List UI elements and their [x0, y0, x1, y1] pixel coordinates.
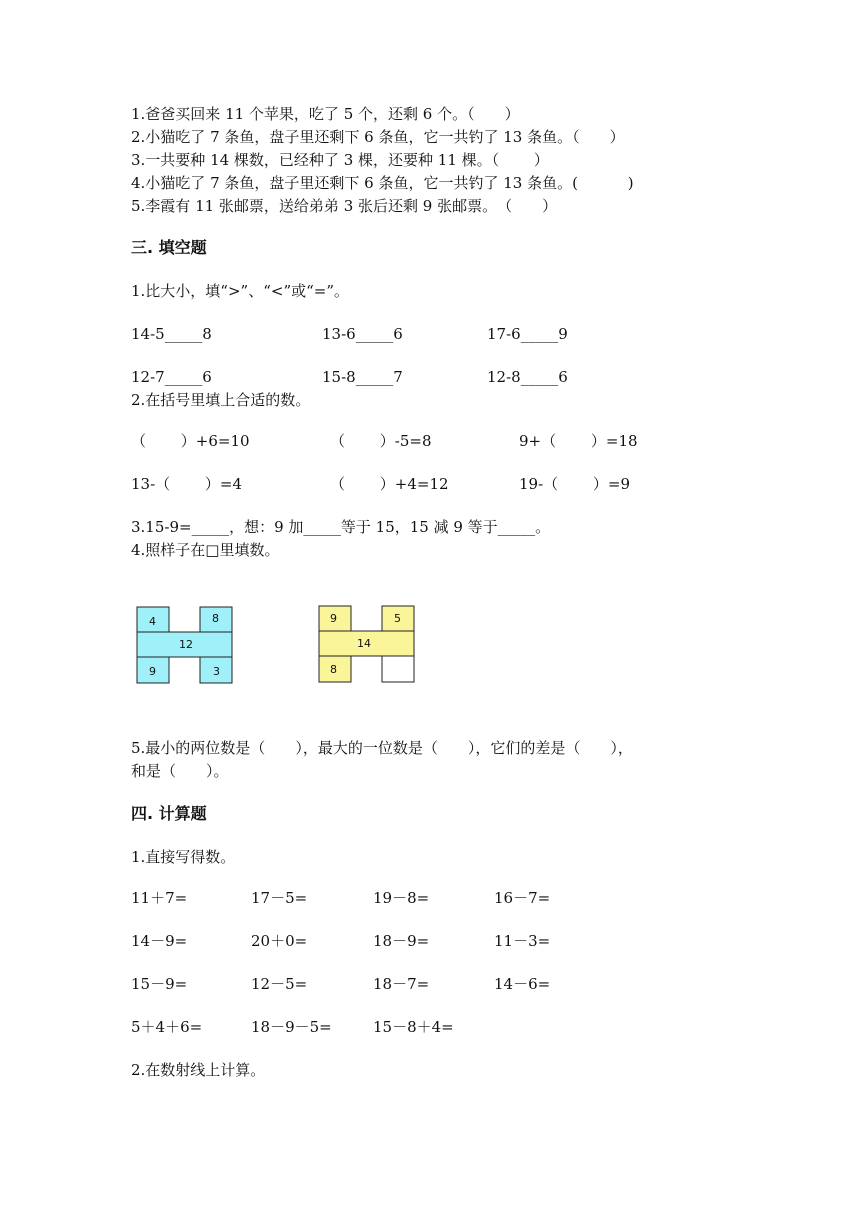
section-4-title: 四. 计算题	[131, 804, 207, 823]
section-3-title: 三. 填空题	[131, 238, 207, 257]
fill-blank-item: （ ）+6=10	[131, 432, 250, 450]
fill-blank-item: 13-（ ）=4	[131, 475, 243, 493]
calc-item: 18－9=	[373, 932, 430, 950]
diagram2-top-left-number: 9	[330, 612, 337, 625]
diagram1-bottom-left-number: 9	[149, 665, 156, 678]
calc-item: 17－5=	[251, 889, 308, 907]
diagram1-top-right-number: 8	[212, 612, 219, 625]
calc-item: 15－8＋4=	[373, 1018, 454, 1036]
calc-q1: 1.直接写得数。	[131, 848, 236, 866]
calc-item: 12－5=	[251, 975, 308, 993]
judge-item-5: 5.李霞有 11 张邮票，送给弟弟 3 张后还剩 9 张邮票。 （ ）	[131, 197, 558, 215]
calc-item: 20＋0=	[251, 932, 308, 950]
calc-q2: 2.在数射线上计算。	[131, 1061, 266, 1079]
diagram1-top-left-number: 4	[149, 615, 156, 628]
calc-item: 18－7=	[373, 975, 430, 993]
compare-item: 14-5_____8	[131, 325, 212, 343]
calc-item: 19－8=	[373, 889, 430, 907]
compare-item: 12-8_____6	[487, 368, 568, 386]
judge-item-3: 3.一共要种 14 棵数，已经种了 3 棵，还要种 11 棵。（ ）	[131, 151, 549, 169]
calc-item: 14－9=	[131, 932, 188, 950]
diagram2-bottom-left-number: 8	[330, 663, 337, 676]
diagram2-top-right-number: 5	[394, 612, 401, 625]
compare-item: 17-6_____9	[487, 325, 568, 343]
h-diagram-exercise	[316, 603, 418, 685]
diagram1-bottom-right-number: 3	[213, 665, 220, 678]
h-diagram-example	[134, 604, 236, 686]
calc-item: 15－9=	[131, 975, 188, 993]
compare-item: 15-8_____7	[322, 368, 403, 386]
calc-item: 11－3=	[494, 932, 551, 950]
fill-q2: 2.在括号里填上合适的数。	[131, 391, 311, 409]
calc-item: 5＋4＋6=	[131, 1018, 203, 1036]
judge-item-2: 2.小猫吃了 7 条鱼，盘子里还剩下 6 条鱼，它一共钓了 13 条鱼。（ ）	[131, 128, 625, 146]
calc-item: 14－6=	[494, 975, 551, 993]
diagram2-answer-box[interactable]	[382, 656, 414, 682]
fill-q5-line1: 5.最小的两位数是（ ），最大的一位数是（ ），它们的差是（ ），	[131, 739, 633, 757]
fill-blank-item: 19-（ ）=9	[519, 475, 631, 493]
diagram2-middle-number: 14	[357, 637, 371, 650]
fill-q5-line2: 和是（ ）。	[131, 762, 229, 780]
calc-item: 16－7=	[494, 889, 551, 907]
fill-q3: 3.15-9=_____，想：9 加_____等于 15，15 减 9 等于_____。	[131, 518, 551, 536]
compare-item: 13-6_____6	[322, 325, 403, 343]
fill-q4: 4.照样子在□里填数。	[131, 541, 280, 559]
calc-item: 11＋7=	[131, 889, 188, 907]
calc-item: 18－9－5=	[251, 1018, 332, 1036]
diagram1-middle-number: 12	[179, 638, 193, 651]
fill-q1: 1.比大小，填“>”、“<”或“=”。	[131, 282, 350, 300]
fill-blank-item: 9+（ ）=18	[519, 432, 638, 450]
judge-item-1: 1.爸爸买回来 11 个苹果，吃了 5 个，还剩 6 个。（ ）	[131, 105, 520, 123]
compare-item: 12-7_____6	[131, 368, 212, 386]
fill-blank-item: （ ）+4=12	[330, 475, 449, 493]
judge-item-4: 4.小猫吃了 7 条鱼，盘子里还剩下 6 条鱼，它一共钓了 13 条鱼。( )	[131, 174, 634, 192]
fill-blank-item: （ ）-5=8	[330, 432, 432, 450]
